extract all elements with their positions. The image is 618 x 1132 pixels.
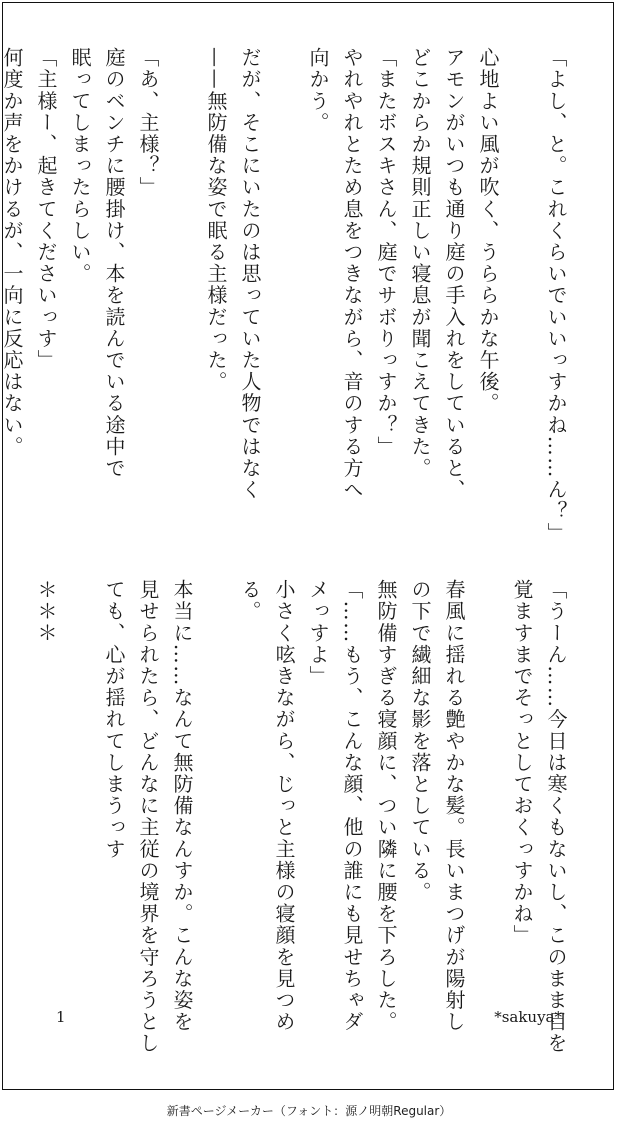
text-line: 見せられたら、どんなに主従の境界を守ろうとし [136,579,160,1055]
text-line: 「主様ー、起きてくださいっす」 [34,47,58,371]
text-line: 春風に揺れる艶やかな髪。長いまつげが陽射し [442,579,466,1033]
text-line: ても、心が揺れてしまうっす [102,579,126,860]
author-name: *sakuya* [494,1008,562,1026]
text-line: やれやれとため息をつきながら、音のする方へ [340,47,364,501]
page-number: 1 [56,1008,66,1026]
text-line [505,47,539,547]
text-line: メっすよ」 [306,579,330,687]
text-line: ＊＊＊ [34,579,58,644]
text-line: だが、そこにいたのは思っていた人物ではなく [238,47,262,501]
text-line [63,579,97,999]
upper-text-section [0,47,573,547]
text-line: 本当に……なんて無防備なんすか。こんな姿を [170,579,194,1033]
text-line [199,579,233,999]
text-line: 庭のベンチに腰掛け、本を読んでいる途中で [102,47,126,479]
text-line: 心地よい風が吹く、うららかな午後。 [476,47,500,415]
text-line: 何度か声をかけるが、一向に反応はない。 [0,47,24,458]
text-line: 眠ってしまったらしい。 [68,47,92,285]
text-line: 「……もう、こんな顔、他の誰にも見せちゃダ [340,579,364,1033]
text-line: 覚ますまでそっとしておくっすかね」 [510,579,534,947]
text-line: る。 [238,579,262,623]
text-line: アモンがいつも通り庭の手入れをしていると、 [442,47,466,501]
text-line: の下で繊細な影を落としている。 [408,579,432,903]
text-line: 小さく呟きながら、じっと主様の寝顔を見つめ [272,579,296,1033]
text-line: 向かう。 [306,47,330,134]
footer-caption: 新書ページメーカー（フォント：源ノ明朝Regular） [166,1104,452,1118]
text-line: 「またボスキさん、庭でサボりっすか？」 [374,47,398,458]
text-line: 無防備すぎる寝顔に、つい隣に腰を下ろした。 [374,579,398,1033]
page-frame [2,2,614,1090]
text-line [471,579,505,999]
text-line: どこからか規則正しい寝息が聞こえてきた。 [408,47,432,479]
text-line: 「うーん……今日は寒くもないし、このまま目を [544,579,568,1055]
text-line [165,47,199,547]
text-line: 「よし、と。これくらいでいいっすかね……ん？」 [544,47,568,544]
text-line: ——無防備な姿で眠る主様だった。 [204,47,228,393]
text-line: 「あ、主様？」 [136,47,160,199]
text-line [267,47,301,547]
